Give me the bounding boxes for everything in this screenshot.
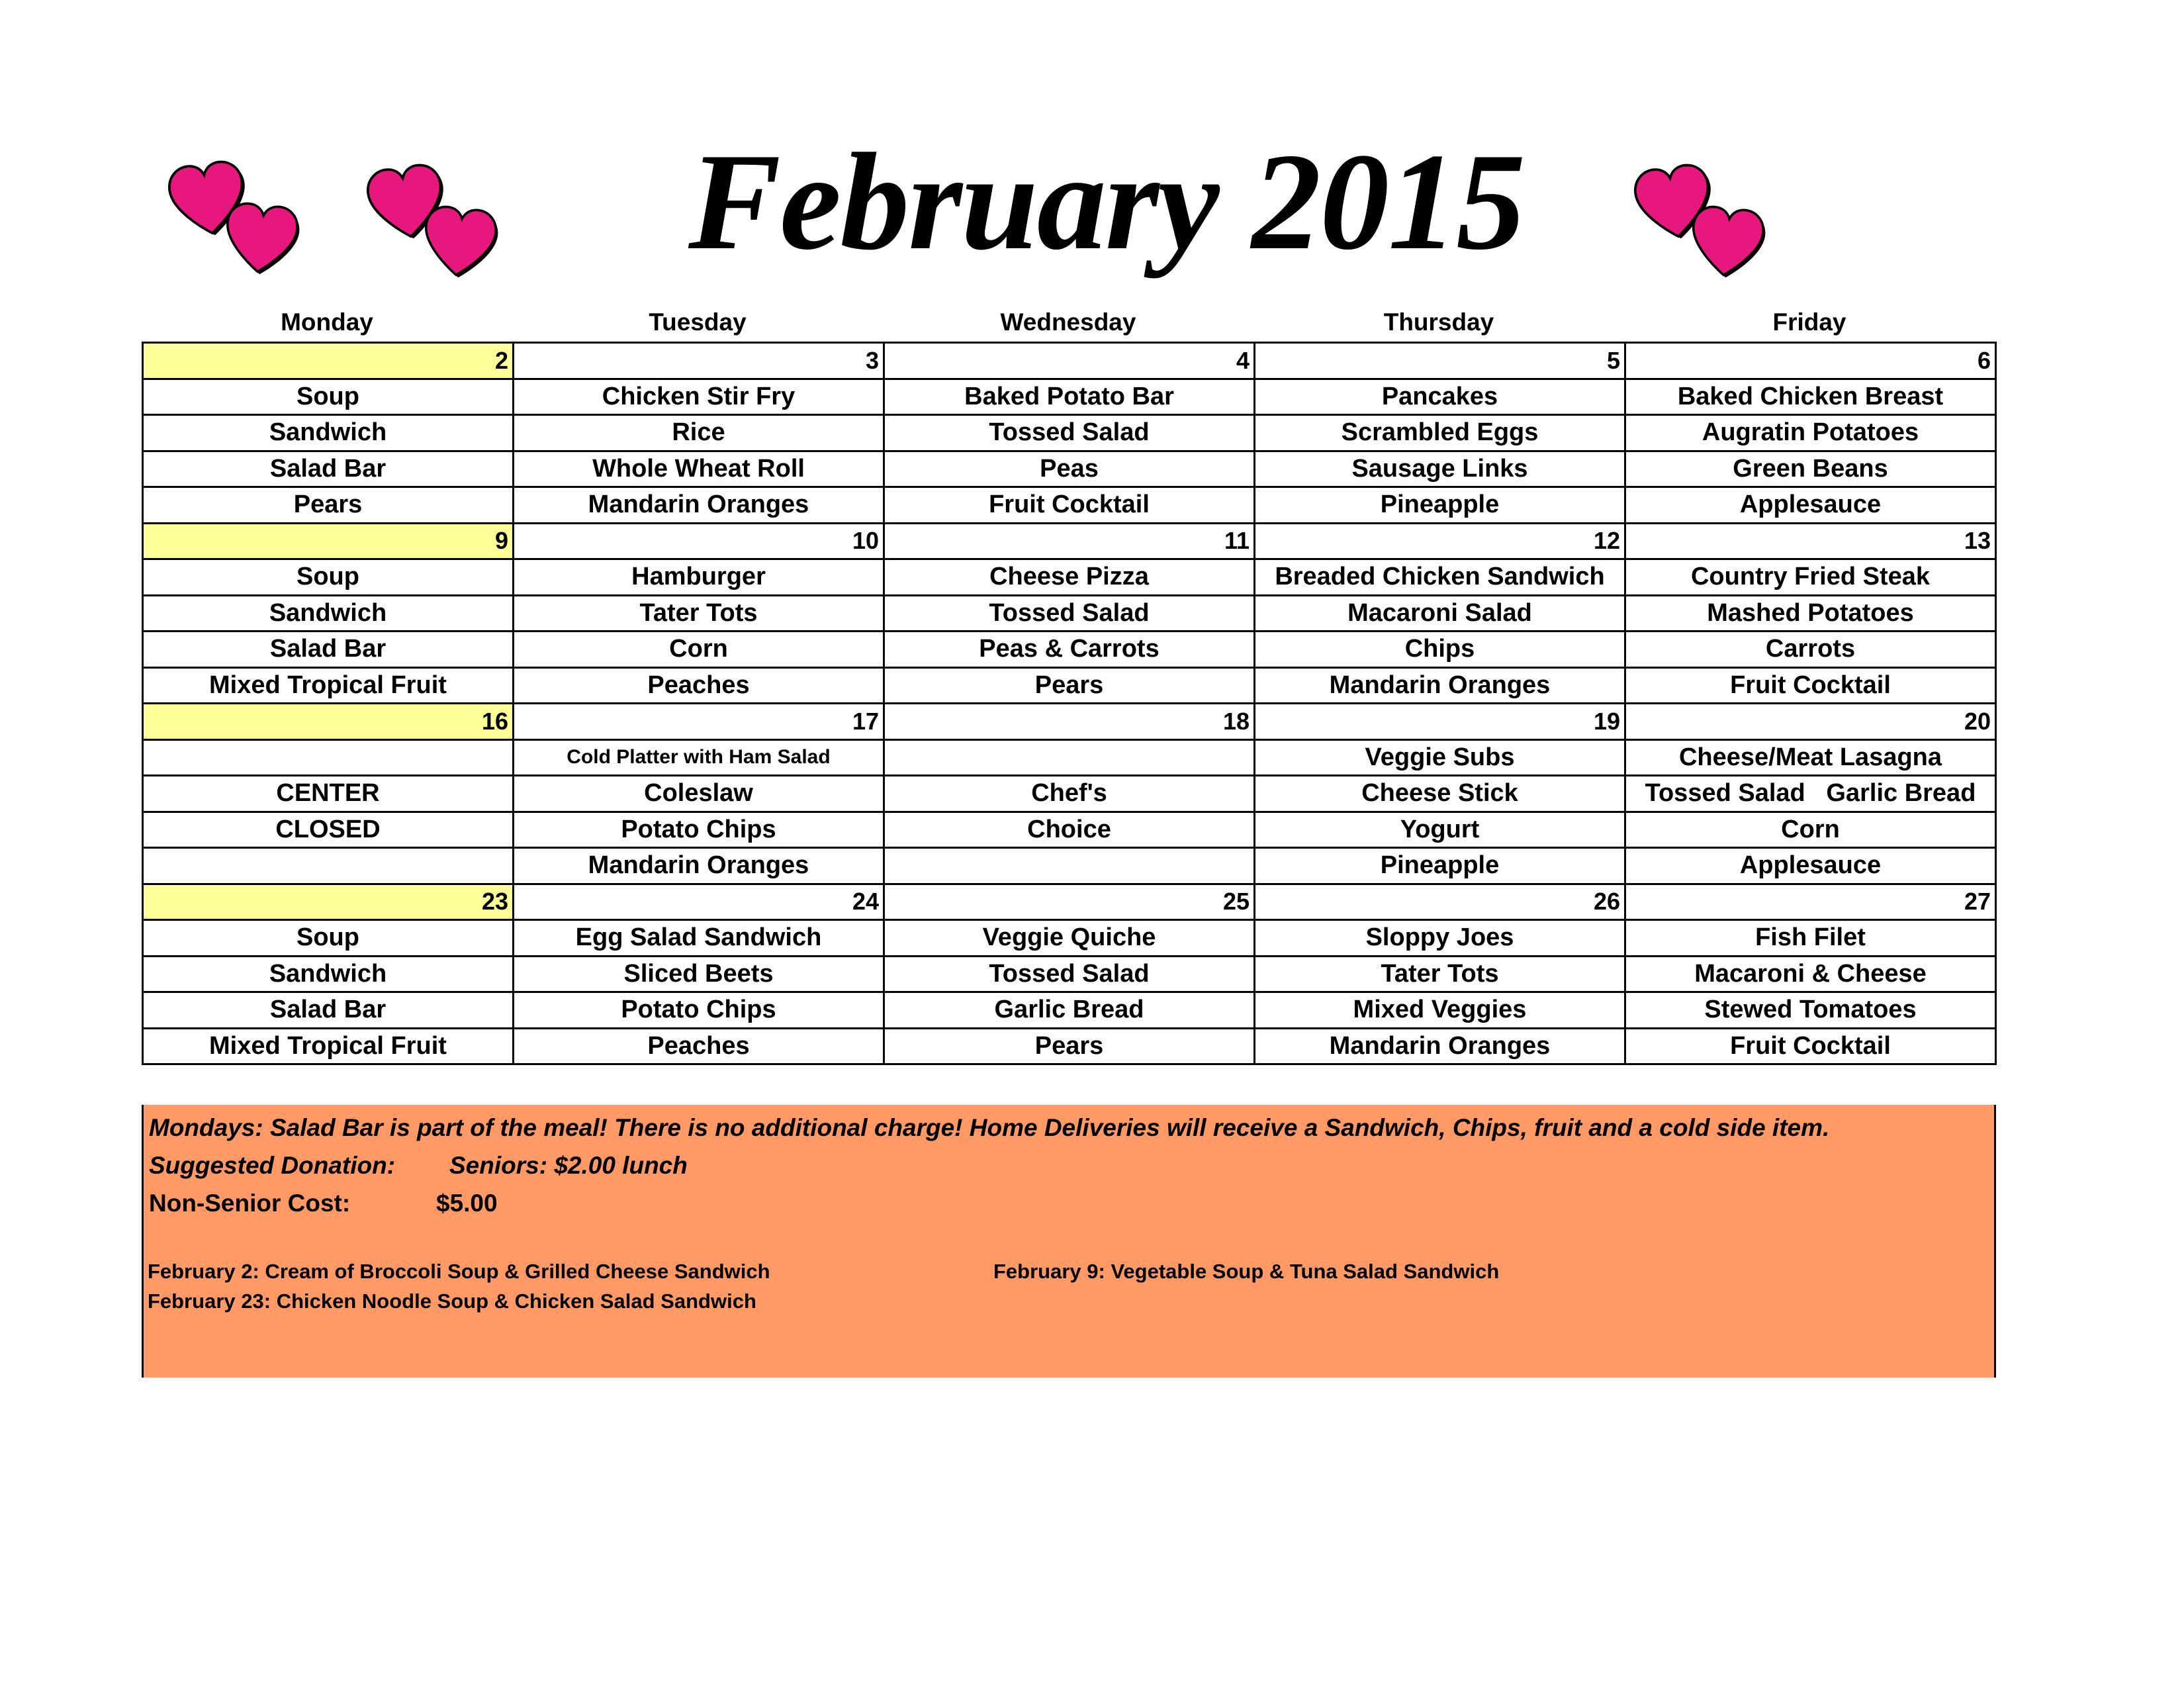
hearts-icon — [159, 156, 331, 301]
menu-item: Mixed Tropical Fruit — [143, 1028, 514, 1064]
menu-row — [143, 415, 1996, 451]
menu-item: Fruit Cocktail — [1625, 1028, 1996, 1064]
menu-item: Salad Bar — [143, 992, 514, 1029]
menu-item: Tater Tots — [1255, 956, 1625, 992]
menu-item: Rice — [514, 415, 884, 451]
menu-item: CLOSED — [143, 812, 514, 848]
menu-item: Chips — [1255, 632, 1625, 668]
date-cell: 5 — [1255, 343, 1625, 379]
date-cell: 27 — [1625, 884, 1996, 920]
menu-item — [143, 848, 514, 884]
menu-row — [143, 379, 1996, 415]
date-cell: 19 — [1255, 704, 1625, 740]
menu-item: Pears — [884, 1028, 1255, 1064]
date-cell: 25 — [884, 884, 1255, 920]
date-cell: 26 — [1255, 884, 1625, 920]
menu-row — [143, 595, 1996, 632]
menu-item: Potato Chips — [514, 812, 884, 848]
menu-item: Soup — [143, 559, 514, 596]
monday-note: Mondays: Salad Bar is part of the meal! There is no additional charge! Home Deliveries will receive a Sandwich, Chips, fruit and a cold side item. — [149, 1114, 1830, 1141]
menu-item: CENTER — [143, 776, 514, 812]
menu-item: Peas & Carrots — [884, 632, 1255, 668]
date-cell: 11 — [884, 523, 1255, 559]
menu-item: Mandarin Oranges — [1255, 667, 1625, 704]
hearts-icon — [357, 159, 529, 305]
menu-item: Chef's — [884, 776, 1255, 812]
menu-row — [143, 739, 1996, 776]
menu-item: Country Fried Steak — [1625, 559, 1996, 596]
date-cell: 6 — [1625, 343, 1996, 379]
menu-item: Cheese Pizza — [884, 559, 1255, 596]
menu-item: Pancakes — [1255, 379, 1625, 415]
menu-item: Cold Platter with Ham Salad — [514, 739, 884, 776]
hearts-decoration-1 — [159, 156, 331, 301]
menu-item: Peas — [884, 451, 1255, 487]
menu-item: Sandwich — [143, 956, 514, 992]
date-cell: 13 — [1625, 523, 1996, 559]
menu-item: Green Beans — [1625, 451, 1996, 487]
date-cell: 24 — [514, 884, 884, 920]
menu-item: Fruit Cocktail — [1625, 667, 1996, 704]
day-header-monday: Monday — [281, 308, 373, 336]
menu-item: Applesauce — [1625, 487, 1996, 524]
menu-row — [143, 920, 1996, 957]
menu-item — [143, 739, 514, 776]
menu-item: Veggie Subs — [1255, 739, 1625, 776]
day-header-friday: Friday — [1772, 308, 1846, 336]
menu-item: Cheese Stick — [1255, 776, 1625, 812]
menu-item: Tossed Salad — [884, 595, 1255, 632]
menu-item — [884, 848, 1255, 884]
menu-item: Sandwich — [143, 595, 514, 632]
date-row — [143, 343, 1996, 379]
soup-note-feb2: February 2: Cream of Broccoli Soup & Grilled Cheese Sandwich — [148, 1260, 770, 1283]
nonsenior-label: Non-Senior Cost: — [149, 1190, 351, 1217]
menu-item: Scrambled Eggs — [1255, 415, 1625, 451]
menu-item: Pineapple — [1255, 848, 1625, 884]
menu-row — [143, 992, 1996, 1029]
notes-footer — [142, 1105, 1996, 1378]
soup-note-feb9: February 9: Vegetable Soup & Tuna Salad Sandwich — [993, 1260, 1500, 1283]
menu-item: Baked Chicken Breast — [1625, 379, 1996, 415]
menu-row — [143, 812, 1996, 848]
menu-item: Stewed Tomatoes — [1625, 992, 1996, 1029]
day-header-thursday: Thursday — [1383, 308, 1494, 336]
date-cell: 17 — [514, 704, 884, 740]
menu-item: Mixed Tropical Fruit — [143, 667, 514, 704]
menu-item: Macaroni & Cheese — [1625, 956, 1996, 992]
menu-item: Salad Bar — [143, 632, 514, 668]
menu-item: Applesauce — [1625, 848, 1996, 884]
menu-item: Garlic Bread — [884, 992, 1255, 1029]
date-cell: 9 — [143, 523, 514, 559]
date-cell: 16 — [143, 704, 514, 740]
soup-note-feb23: February 23: Chicken Noodle Soup & Chicken Salad Sandwich — [148, 1289, 756, 1313]
donation-value: Seniors: $2.00 lunch — [449, 1152, 688, 1179]
date-row — [143, 704, 1996, 740]
date-row — [143, 523, 1996, 559]
menu-item: Tossed Salad Garlic Bread — [1625, 776, 1996, 812]
menu-item: Mixed Veggies — [1255, 992, 1625, 1029]
menu-row — [143, 632, 1996, 668]
menu-item: Baked Potato Bar — [884, 379, 1255, 415]
page-title: February 2015 — [688, 125, 1525, 279]
menu-item: Pears — [143, 487, 514, 524]
menu-item: Mandarin Oranges — [1255, 1028, 1625, 1064]
menu-item: Sausage Links — [1255, 451, 1625, 487]
menu-row — [143, 1028, 1996, 1064]
menu-item: Soup — [143, 920, 514, 957]
date-cell: 23 — [143, 884, 514, 920]
menu-item: Mandarin Oranges — [514, 487, 884, 524]
menu-item: Pineapple — [1255, 487, 1625, 524]
date-row — [143, 884, 1996, 920]
menu-item: Chicken Stir Fry — [514, 379, 884, 415]
day-header-tuesday: Tuesday — [649, 308, 747, 336]
menu-row — [143, 487, 1996, 524]
menu-item: Macaroni Salad — [1255, 595, 1625, 632]
menu-item: Potato Chips — [514, 992, 884, 1029]
hearts-decoration-2 — [357, 159, 529, 305]
menu-item: Cheese/Meat Lasagna — [1625, 739, 1996, 776]
menu-item: Mandarin Oranges — [514, 848, 884, 884]
menu-item: Hamburger — [514, 559, 884, 596]
menu-row — [143, 848, 1996, 884]
menu-item: Sliced Beets — [514, 956, 884, 992]
day-header-wednesday: Wednesday — [1000, 308, 1136, 336]
menu-item: Pears — [884, 667, 1255, 704]
date-cell: 10 — [514, 523, 884, 559]
menu-item: Sloppy Joes — [1255, 920, 1625, 957]
menu-item: Coleslaw — [514, 776, 884, 812]
menu-item: Fruit Cocktail — [884, 487, 1255, 524]
date-cell: 20 — [1625, 704, 1996, 740]
menu-item: Corn — [1625, 812, 1996, 848]
nonsenior-value: $5.00 — [436, 1190, 498, 1217]
menu-row — [143, 559, 1996, 596]
menu-item: Choice — [884, 812, 1255, 848]
date-cell: 18 — [884, 704, 1255, 740]
date-cell: 4 — [884, 343, 1255, 379]
menu-item: Yogurt — [1255, 812, 1625, 848]
hearts-decoration-3 — [1625, 159, 1797, 305]
menu-item: Egg Salad Sandwich — [514, 920, 884, 957]
date-cell: 2 — [143, 343, 514, 379]
menu-item: Tossed Salad — [884, 956, 1255, 992]
menu-item: Salad Bar — [143, 451, 514, 487]
menu-item: Breaded Chicken Sandwich — [1255, 559, 1625, 596]
menu-row — [143, 956, 1996, 992]
date-cell: 3 — [514, 343, 884, 379]
menu-item: Tater Tots — [514, 595, 884, 632]
menu-item: Veggie Quiche — [884, 920, 1255, 957]
date-cell: 12 — [1255, 523, 1625, 559]
menu-row — [143, 776, 1996, 812]
menu-item: Whole Wheat Roll — [514, 451, 884, 487]
menu-item: Peaches — [514, 1028, 884, 1064]
menu-item: Soup — [143, 379, 514, 415]
menu-calendar — [142, 342, 1997, 1065]
menu-item: Augratin Potatoes — [1625, 415, 1996, 451]
menu-row — [143, 667, 1996, 704]
menu-item: Tossed Salad — [884, 415, 1255, 451]
menu-item: Carrots — [1625, 632, 1996, 668]
menu-item: Mashed Potatoes — [1625, 595, 1996, 632]
menu-item: Sandwich — [143, 415, 514, 451]
menu-row — [143, 451, 1996, 487]
donation-label: Suggested Donation: — [149, 1152, 396, 1179]
menu-item — [884, 739, 1255, 776]
menu-item: Corn — [514, 632, 884, 668]
hearts-icon — [1625, 159, 1797, 305]
day-header-row — [142, 306, 1995, 339]
menu-item: Fish Filet — [1625, 920, 1996, 957]
menu-item: Peaches — [514, 667, 884, 704]
